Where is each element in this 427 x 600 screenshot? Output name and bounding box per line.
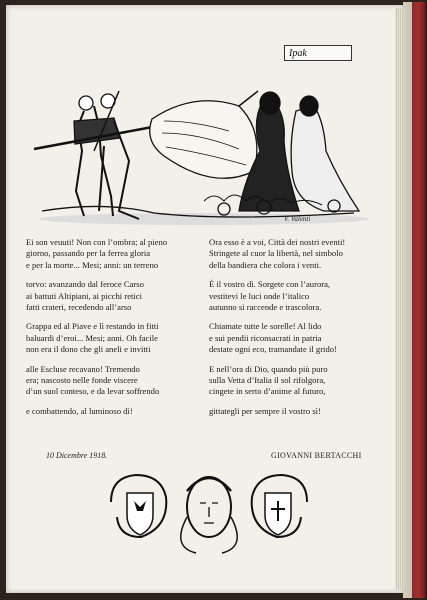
stanza — [26, 321, 194, 355]
stanza — [26, 364, 194, 398]
poem-line: Grappa ed al Piave e lì restando in fitti — [26, 321, 159, 332]
poem-line: era; nascosto nelle fonde viscere — [26, 375, 138, 386]
page — [6, 5, 404, 593]
poem-line: cingete in serto d’anime al futuro, — [209, 386, 326, 397]
poem-date: 10 Dicembre 1918. — [46, 451, 108, 460]
tailpiece-ornament — [101, 457, 317, 557]
stanza — [209, 406, 377, 417]
poem-line: Stringete al cuor la libertà, nel simbolo — [209, 248, 343, 259]
stanza — [209, 321, 377, 355]
poem-author: GIOVANNI BERTACCHI — [271, 451, 362, 460]
poem-line: sulla Vetta d’Italia il sol rifolgora, — [209, 375, 326, 386]
stanza — [209, 279, 377, 313]
poem-line: fatti crateri, recedendo all’arso — [26, 302, 132, 313]
poem-line: d’un suol conteso, e da levar soffrendo — [26, 386, 160, 397]
stamp-text: Ipak — [289, 48, 307, 59]
stanza — [26, 279, 194, 313]
poem-line: E nell’ora di Dio, quando più puro — [209, 363, 328, 374]
poem-line: È il vostro dì. Sorgete con l’aurora, — [209, 279, 331, 290]
book-cover-edge — [403, 2, 425, 598]
stanza — [26, 237, 194, 271]
poem-line: alle Escluse recavano! Tremendo — [26, 363, 140, 374]
poem-line: Ora esso è a voi, Città dei nostri eventi! — [209, 237, 346, 247]
poem-line: gittategli per sempre il vostro sì! — [209, 405, 321, 416]
poem-line: ai battuti Altipiani, ai picchi retici — [26, 290, 142, 301]
illustration-signature: V. Valenti — [284, 215, 311, 223]
poem-line: e combattendo, al luminoso dì! — [26, 405, 133, 416]
poem-right-column — [209, 237, 377, 425]
poem-line: destate ogni eco, tramandate il grido! — [209, 344, 337, 355]
poem-line: e per la morte... Mesi; anni: un terreno — [26, 259, 159, 270]
poem-left-column — [26, 237, 194, 425]
page-edges — [395, 8, 403, 590]
poem-line: baluardi d’eroi... Mesi; anni. Oh facile — [26, 332, 158, 343]
poem-line: torvo: avanzando dal feroce Carso — [26, 279, 144, 290]
poem-line: Ei son veuuti! Non con l’ombra; al pieno — [26, 237, 168, 247]
poem-line: vestitevi le luci onde l’italico — [209, 290, 310, 301]
poem-line: non era il dono che gli aneli e invitti — [26, 344, 151, 355]
poem-line: autunno si raccende e trascolora. — [209, 302, 322, 313]
poem-line: giorno, passando per la ferrea gloria — [26, 248, 151, 259]
stanza — [209, 237, 377, 271]
poem-line: e sui pendii riconsacrati in patria — [209, 332, 322, 343]
poem-line: della bandiera che colora i venti. — [209, 259, 322, 270]
stanza — [209, 364, 377, 398]
stanza — [26, 406, 194, 417]
soldiers-flag-illustration — [24, 61, 370, 225]
header-stamp — [284, 45, 352, 61]
poem-line: Chiamate tutte le sorelle! Al lido — [209, 321, 322, 332]
